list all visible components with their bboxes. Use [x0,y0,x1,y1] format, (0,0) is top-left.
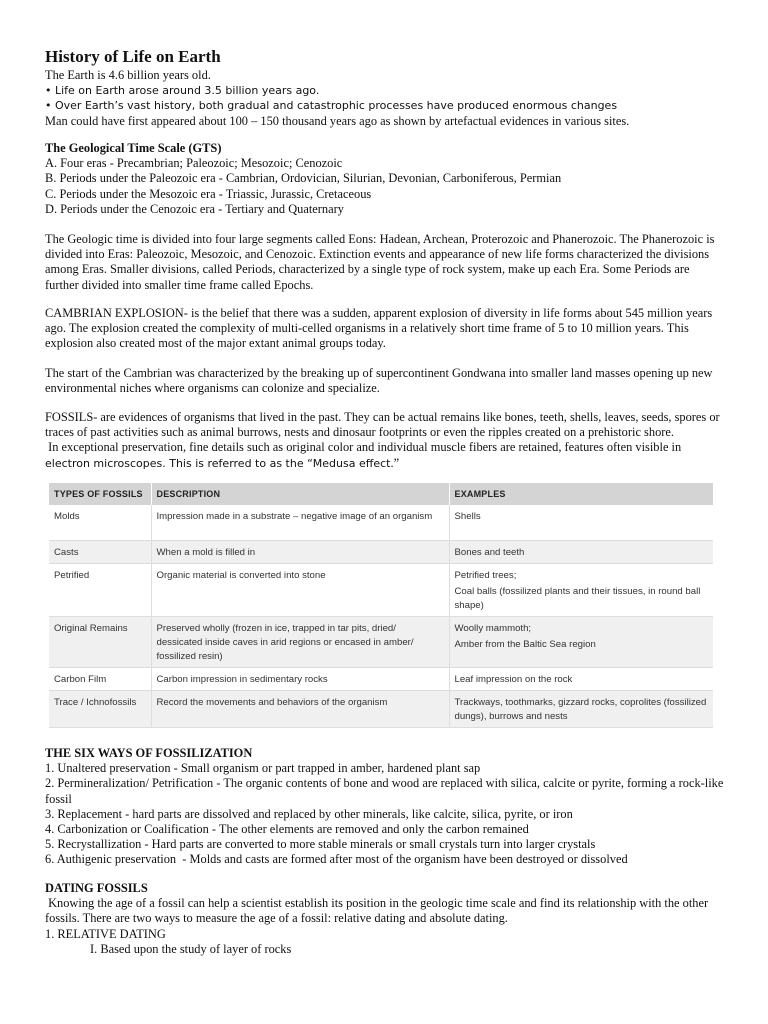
list-item: 1. RELATIVE DATING [45,926,166,941]
description-cell: Organic material is converted into stone [151,564,449,617]
examples-cell [449,541,713,564]
example-item: Bones and teeth [454,547,525,558]
page-title: History of Life on Earth [45,47,221,66]
example-item: Woolly mammoth; [454,623,532,634]
example-item: Coal balls (fossilized plants and their tissues, in round ball shape) [454,586,701,611]
example-item: Amber from the Baltic Sea region [454,639,596,650]
list-item: 4. Carbonization or Coalification - The other elements are removed and only the carbon remained [45,822,529,837]
list-item: B. Periods under the Paleozoic era - Cambrian, Ordovician, Silurian, Devonian, Carboniferous, Permian [45,171,562,186]
example-item: Trackways, toothmarks, gizzard rocks, coprolites (fossilized dungs), burrows and nests [454,697,707,722]
list-item: D. Periods under the Cenozoic era - Tertiary and Quaternary [45,201,344,216]
fossil-type-cell: Petrified [49,564,151,617]
list-item: 2. Permineralization/ Petrification - The organic contents of bone and wood are replaced with silica, calcite or pyrite, forming a rock-like fossil [45,776,724,806]
intro-bullet: • Life on Earth arose around 3.5 billion years ago. [45,84,320,98]
section-heading: DATING FOSSILS [45,881,148,895]
column-header: EXAMPLES [449,483,713,505]
list-item: 3. Replacement - hard parts are dissolved and replaced by other minerals, like calcite, silica, pyrite, or iron [45,806,573,821]
fossil-type-cell: Trace / Ichnofossils [49,691,151,728]
table-row [49,505,713,541]
table-row [49,564,713,617]
fossil-type-cell: Molds [49,505,151,541]
examples-cell [449,564,713,617]
table-row [49,691,713,728]
dating-section [45,881,725,957]
list-item: A. Four eras - Precambrian; Paleozoic; Mesozoic; Cenozoic [45,156,343,171]
intro-line: Man could have first appeared about 100 – 150 thousand years ago as shown by artefactual evidences in various sites. [45,113,630,128]
description-cell: When a mold is filled in [151,541,449,564]
list-item: 5. Recrystallization - Hard parts are converted to more stable minerals or small crystals turn into larger crystals [45,837,596,852]
paragraph-fossils-definition: FOSSILS- are evidences of organisms that lived in the past. They can be actual remains like bones, teeth, shells, leaves, seeds, spores or traces of past activities such as animal burrows, nests and dinosaur footprints or even the ripples created on a prehistoric shore. [45,410,720,440]
fossil-types-table [49,483,713,728]
examples-cell [449,505,713,541]
intro-bullet: • Over Earth’s vast history, both gradual and catastrophic processes have produced enormous changes [45,99,618,113]
paragraph-fossils [45,410,725,471]
paragraph-cambrian: CAMBRIAN EXPLOSION- is the belief that there was a sudden, apparent explosion of diversity in life forms about 545 million years ago. The explosion created the complexity of multi-celled organisms in a relatively short time frame of 5 to 10 million years. This explosion also created most of the major extant animal groups today. [45,306,713,351]
section-heading: The Geological Time Scale (GTS) [45,141,222,155]
fossil-type-cell: Original Remains [49,617,151,668]
list-item: 6. Authigenic preservation - Molds and casts are formed after most of the organism have been destroyed or dissolved [45,852,628,867]
paragraph-eons: The Geologic time is divided into four large segments called Eons: Hadean, Archean, Proterozoic and Phanerozoic. The Phanerozoic is divided into Eras: Paleozoic, Mesozoic, and Cenozoic. Extinction events and appearance of new life forms characterized the divisions among Eras. Smaller divisions, called Periods, characterized by a single type of rock system, make up each Era. Some Periods are further divided into smaller time frame called Epochs. [45,232,715,292]
six-ways-section [45,746,725,868]
intro-line: The Earth is 4.6 billion years old. [45,68,211,82]
example-item: Leaf impression on the rock [454,674,573,685]
example-item: Shells [454,511,481,522]
dating-paragraph: Knowing the age of a fossil can help a scientist establish its position in the geologic time scale and find its relationship with the other fossils. There are two ways to measure the age of a fossil: relative dating and absolute dating. [45,896,709,926]
fossil-type-cell: Carbon Film [49,668,151,691]
examples-cell [449,617,713,668]
preservation-text: In exceptional preservation, fine details such as original color and individual muscle fibers are retained, features often visible in [45,440,682,455]
intro-section [45,68,725,129]
example-item: Petrified trees; [454,570,517,581]
column-header: DESCRIPTION [151,483,449,505]
column-header: TYPES OF FOSSILS [49,483,151,505]
sub-list-item: I. Based upon the study of layer of rocks [90,941,292,956]
list-item: 1. Unaltered preservation - Small organism or part trapped in amber, hardened plant sap [45,761,481,776]
paragraph-fossils-preservation [45,440,725,470]
table-row [49,668,713,691]
fossil-type-cell: Casts [49,541,151,564]
table-row [49,541,713,564]
medusa-effect-text: electron microscopes. This is referred to as the “Medusa effect [45,456,391,470]
description-cell: Impression made in a substrate – negative image of an organism [151,505,449,541]
examples-cell [449,668,713,691]
gts-section [45,141,725,217]
section-heading: THE SIX WAYS OF FOSSILIZATION [45,746,253,760]
table-header-row [49,483,713,505]
examples-cell [449,691,713,728]
paragraph-gondwana: The start of the Cambrian was characterized by the breaking up of supercontinent Gondwana into smaller land masses opening up new environmental niches where organisms can colonize and specialize. [45,366,713,396]
medusa-effect-end: .” [390,455,400,470]
description-cell: Preserved wholly (frozen in ice, trapped in tar pits, dried/ dessicated inside caves in arid regions or encased in amber/ fossilized resin) [151,617,449,668]
description-cell: Carbon impression in sedimentary rocks [151,668,449,691]
description-cell: Record the movements and behaviors of the organism [151,691,449,728]
list-item: C. Periods under the Mesozoic era - Triassic, Jurassic, Cretaceous [45,186,372,201]
table-row [49,617,713,668]
